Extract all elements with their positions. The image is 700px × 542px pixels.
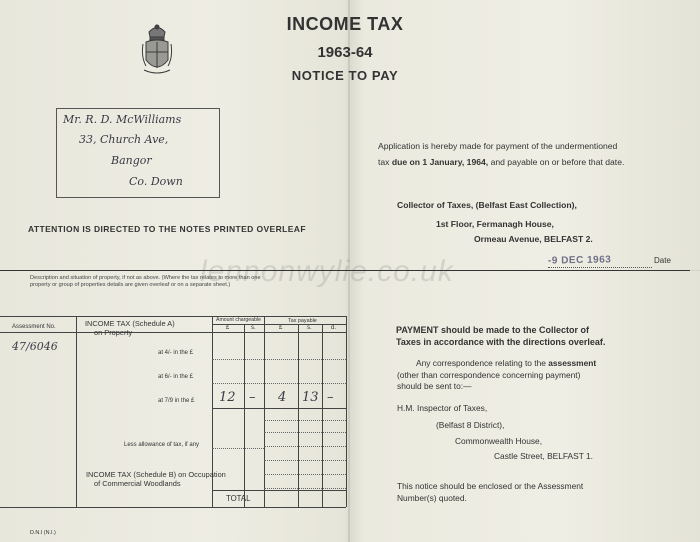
total-top-line <box>212 490 346 491</box>
date-line <box>548 267 652 268</box>
amount-shillings-value: – <box>249 390 256 405</box>
tax-year: 1963-64 <box>317 44 373 61</box>
correspondence-line-1 <box>416 358 596 368</box>
schedule-b-label-1: INCOME TAX (Schedule B) on Occupation <box>86 470 226 479</box>
application-text <box>378 138 678 170</box>
attention-note: ATTENTION IS DIRECTED TO THE NOTES PRINTED OVERLEAF <box>28 224 306 234</box>
tax-shillings-value: 13 <box>302 390 319 405</box>
row-line-1 <box>212 359 346 360</box>
row-line-3 <box>212 408 346 409</box>
col-line-7 <box>346 316 347 507</box>
inspector-line-1: H.M. Inspector of Taxes, <box>397 403 488 413</box>
application-line-2 <box>378 154 678 170</box>
collector-line-2: 1st Floor, Fermanagh House, <box>436 219 554 229</box>
app-line2-post: and payable on or before that date. <box>488 157 625 167</box>
assessment-number: 47/6046 <box>12 340 58 353</box>
payment-heading <box>396 324 676 348</box>
col-line-6 <box>322 324 323 507</box>
row-line-8 <box>264 474 346 475</box>
correspondence-line-3: should be sent to:— <box>397 381 472 391</box>
inspector-line-2: (Belfast 8 District), <box>436 420 505 430</box>
tax-payable-header: Tax payable <box>288 318 317 324</box>
application-line-1: Application is hereby made for payment of the undermentioned <box>378 141 618 151</box>
address-line-2: 33, Church Ave, <box>79 133 169 146</box>
address-line-4: Co. Down <box>129 175 183 188</box>
inspector-line-3: Commonwealth House, <box>455 436 543 446</box>
col-line-5 <box>298 324 299 507</box>
tax-shilling-col: s. <box>307 325 312 331</box>
inspector-line-4: Castle Street, BELFAST 1. <box>494 451 593 461</box>
col-line-1 <box>76 316 77 507</box>
row-line-9 <box>264 488 346 489</box>
table-top-line <box>0 316 346 317</box>
correspondence-line-2: (other than correspondence concerning payment) <box>397 370 581 380</box>
schedule-b-label-2: of Commercial Woodlands <box>94 479 181 488</box>
enclose-line-2: Number(s) quoted. <box>397 493 467 503</box>
app-line2-pre: tax <box>378 157 392 167</box>
document-title: INCOME TAX <box>286 14 404 34</box>
property-note-line-1: Description and situation of property, if not as above. (Where the tax relates to more than one <box>30 275 261 281</box>
tax-pence-value: – <box>327 390 334 405</box>
notice-subtitle: NOTICE TO PAY <box>291 68 399 83</box>
tax-pound-col: £ <box>279 325 283 331</box>
watermark: lennonwylie.co.uk <box>200 255 454 288</box>
collector-line-3: Ormeau Avenue, BELFAST 2. <box>474 234 593 244</box>
col-line-4 <box>264 316 265 507</box>
rate-row-1: at 4/- in the £ <box>158 350 194 356</box>
row-line-4 <box>264 420 346 421</box>
amount-pounds-value: 12 <box>219 390 236 405</box>
rate-row-2: at 6/- in the £ <box>158 374 194 380</box>
payment-heading-line-1: PAYMENT should be made to the Collector of <box>396 325 590 335</box>
row-line-7 <box>264 460 346 461</box>
table-bottom-line <box>0 507 346 508</box>
tax-pence-col: d. <box>331 325 337 331</box>
table-header-line <box>0 332 346 333</box>
property-note-line-2: property or group of properties details are given overleaf or on a separate sheet.) <box>30 282 231 288</box>
row-line-2 <box>212 383 346 384</box>
address-line-1: Mr. R. D. McWilliams <box>63 113 182 126</box>
corr-line1-bold: assessment <box>548 358 597 368</box>
corr-line1-pre: Any correspondence relating to the <box>416 358 549 368</box>
amount-chargeable-header: Amount chargeable <box>216 317 261 323</box>
row-line-6 <box>264 446 346 447</box>
amount-pound-col: £ <box>226 325 230 331</box>
collector-line-1: Collector of Taxes, (Belfast East Collection), <box>397 200 577 210</box>
address-line-3: Bangor <box>111 154 152 167</box>
assessment-no-header: Assessment No. <box>12 324 56 330</box>
enclose-line-1: This notice should be enclosed or the Assessment <box>397 481 584 491</box>
less-allowance-label: Less allowance of tax, if any <box>124 442 200 448</box>
payment-heading-line-2: Taxes in accordance with the directions overleaf. <box>396 337 606 347</box>
schedule-a-label-1: INCOME TAX (Schedule A) <box>85 319 175 328</box>
address-box <box>56 108 220 198</box>
form-code: D.N.I (N.I.) <box>30 530 56 536</box>
date-stamp: -9 DEC 1963 <box>547 254 612 267</box>
app-line2-bold: due on 1 January, 1964, <box>391 157 489 167</box>
row-line-5 <box>264 432 346 433</box>
allowance-dots <box>212 448 264 449</box>
col-line-3 <box>244 324 245 507</box>
section-divider <box>0 270 690 271</box>
tax-pounds-value: 4 <box>278 390 287 405</box>
rate-row-3: at 7/9 in the £ <box>158 398 195 404</box>
total-label: TOTAL <box>226 494 251 503</box>
date-label: Date <box>654 256 671 265</box>
royal-crest-icon <box>140 22 174 78</box>
amount-shilling-col: s. <box>251 325 256 331</box>
schedule-a-label-2: on Property <box>94 328 133 337</box>
